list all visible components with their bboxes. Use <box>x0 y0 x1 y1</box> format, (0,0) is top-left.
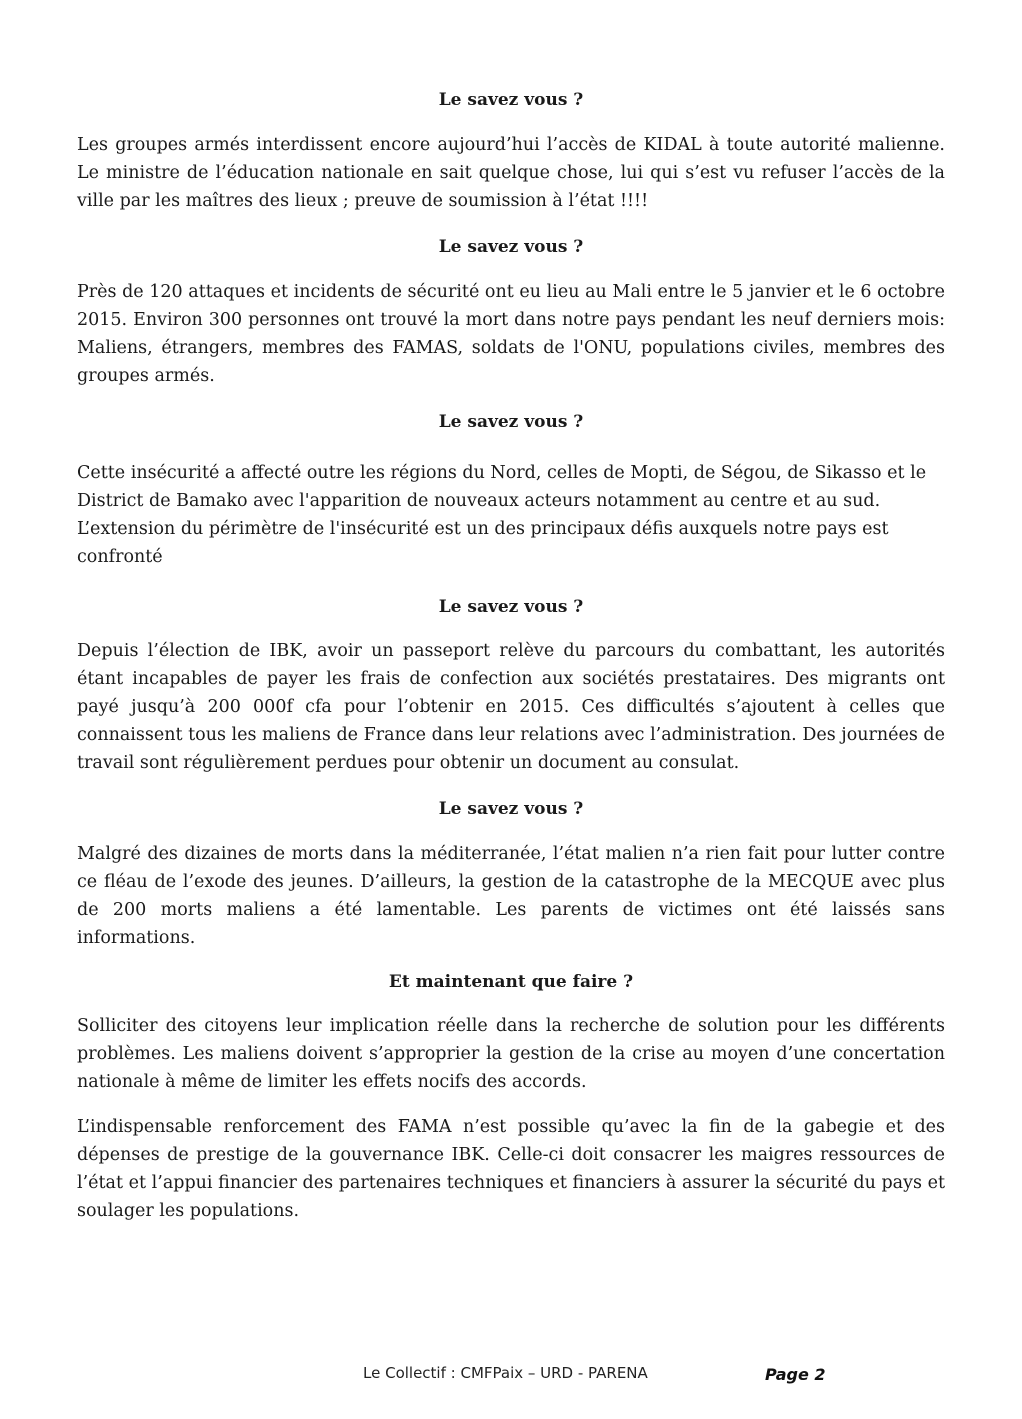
section-paragraph: Depuis l’élection de IBK, avoir un passeport relève du parcours du combattant, les autorités étant incapables de payer les frais de confection aux sociétés prestataires. Des migrants ont payé jusqu’à 200 000f cfa pour l’obtenir en 2015. Ces difficultés s’ajoutent à celles que connaissent tous les maliens de France dans leur relations avec l’administration. Des journées de travail sont régulièrement perdues pour obtenir un document au consulat. <box>77 641 945 773</box>
closing-paragraph: L’indispensable renforcement des FAMA n’est possible qu’avec la fin de la gabegie et des dépenses de prestige de la gouvernance IBK. Celle-ci doit consacrer les maigres ressources de l’état et l’appui financier des partenaires techniques et financiers à assurer la sécurité du pays et soulager les populations. <box>77 1117 945 1221</box>
section-heading: Et maintenant que faire ? <box>388 972 634 992</box>
section-heading: Le savez vous ? <box>438 412 584 432</box>
section-heading: Le savez vous ? <box>438 90 584 110</box>
section-paragraph: Cette insécurité a affecté outre les régions du Nord, celles de Mopti, de Ségou, de Sikasso et le District de Bamako avec l'apparition de nouveaux acteurs notamment au centre et au sud. L’extension du périmètre de l'insécurité est un des principaux défis auxquels notre pays est confronté <box>77 463 927 567</box>
section-paragraph: Les groupes armés interdissent encore aujourd’hui l’accès de KIDAL à toute autorité malienne. Le ministre de l’éducation nationale en sait quelque chose, lui qui s’est vu refuser l’accès de la ville par les maîtres des lieux ; preuve de soumission à l’état !!!! <box>77 135 945 211</box>
section-heading: Le savez vous ? <box>438 597 584 617</box>
section-paragraph: Près de 120 attaques et incidents de sécurité ont eu lieu au Mali entre le 5 janvier et le 6 octobre 2015. Environ 300 personnes ont trouvé la mort dans notre pays pendant les neuf derniers mois: Maliens, étrangers, membres des FAMAS, soldats de l'ONU, populations civiles, membres des groupes armés. <box>77 282 945 386</box>
document-page <box>77 84 945 1225</box>
section-heading: Le savez vous ? <box>438 799 584 819</box>
footer-collectif: Le Collectif : CMFPaix – URD - PARENA <box>363 1364 648 1382</box>
section-paragraph: Solliciter des citoyens leur implication réelle dans la recherche de solution pour les différents problèmes. Les maliens doivent s’approprier la gestion de la crise au moyen d’une concertation nationale à même de limiter les effets nocifs des accords. <box>77 1016 945 1092</box>
section-paragraph: Malgré des dizaines de morts dans la méditerranée, l’état malien n’a rien fait pour lutter contre ce fléau de l’exode des jeunes. D’ailleurs, la gestion de la catastrophe de la MECQUE avec plus de 200 morts maliens a été lamentable. Les parents de victimes ont été laissés sans informations. <box>77 844 945 948</box>
page-number: Page 2 <box>765 1365 826 1384</box>
section-heading: Le savez vous ? <box>438 237 584 257</box>
page-footer <box>0 1362 1022 1386</box>
